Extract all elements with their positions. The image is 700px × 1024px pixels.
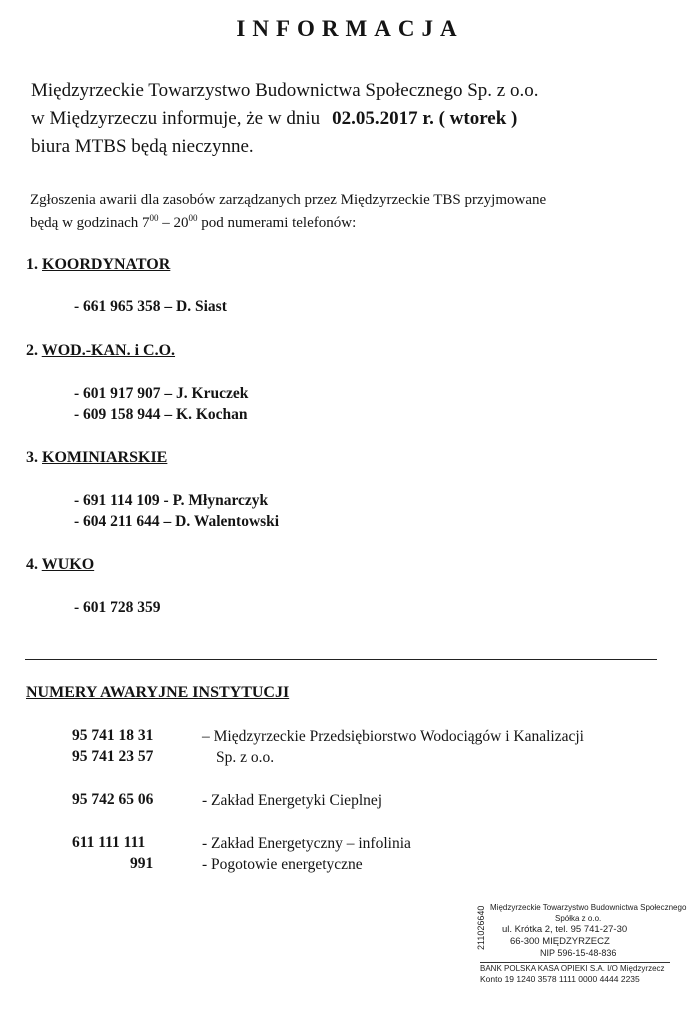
emergency-number: 991 bbox=[130, 855, 154, 872]
section-heading: KOMINIARSKIE bbox=[42, 449, 168, 466]
closure-date: 02.05.2017 r. ( wtorek ) bbox=[332, 108, 518, 129]
company-stamp bbox=[476, 902, 687, 992]
section-number: 2. bbox=[26, 342, 38, 359]
page-title: INFORMACJA bbox=[236, 16, 464, 41]
hour-superscript-start: 00 bbox=[149, 213, 159, 223]
emergency-number: 95 741 18 31 bbox=[72, 727, 154, 744]
stamp-line: Konto 19 1240 3578 1111 0000 4444 2235 bbox=[480, 974, 640, 984]
phone-entry: - 691 114 109 - P. Młynarczyk bbox=[74, 492, 269, 509]
section-heading: KOORDYNATOR bbox=[42, 256, 171, 273]
section-wuko bbox=[26, 556, 94, 574]
emergency-number: 95 741 23 57 bbox=[72, 748, 154, 765]
section-kominiarskie bbox=[26, 449, 167, 467]
notice-text-b: pod numerami telefonów: bbox=[197, 215, 357, 231]
emergency-number: 611 111 111 bbox=[72, 834, 146, 851]
section-number: 1. bbox=[26, 256, 38, 273]
stamp-line: NIP 596-15-48-836 bbox=[540, 948, 617, 958]
emergency-institution: - Zakład Energetyczny – infolinia bbox=[202, 835, 411, 852]
notice-line-1: Zgłoszenia awarii dla zasobów zarządzanych przez Międzyrzeckie TBS przyjmowane bbox=[30, 192, 547, 208]
emergency-institution: Sp. z o.o. bbox=[216, 749, 275, 766]
intro-line-3: biura MTBS będą nieczynne. bbox=[31, 136, 254, 157]
phone-entry: - 604 211 644 – D. Walentowski bbox=[74, 513, 280, 530]
divider-line bbox=[25, 659, 657, 660]
phone-entry: - 601 917 907 – J. Kruczek bbox=[74, 385, 249, 402]
notice-dash: – 20 bbox=[158, 215, 189, 231]
section-wod-kan bbox=[26, 342, 175, 360]
emergency-institution: - Zakład Energetyki Cieplnej bbox=[202, 792, 383, 809]
section-number: 3. bbox=[26, 449, 38, 466]
notice-line-2 bbox=[30, 213, 356, 232]
intro-line-2 bbox=[31, 108, 517, 130]
emergency-number: 95 742 65 06 bbox=[72, 791, 154, 808]
stamp-line: Międzyrzeckie Towarzystwo Budownictwa Społecznego bbox=[490, 903, 687, 912]
stamp-line: Spółka z o.o. bbox=[555, 914, 602, 923]
stamp-side-number: 211026640 bbox=[476, 905, 486, 950]
stamp-line: 66-300 MIĘDZYRZECZ bbox=[510, 936, 610, 947]
stamp-line: ul. Krótka 2, tel. 95 741-27-30 bbox=[502, 924, 628, 935]
intro-line-1: Międzyrzeckie Towarzystwo Budownictwa Społecznego Sp. z o.o. bbox=[31, 80, 539, 101]
intro-line-2-text: w Międzyrzeczu informuje, że w dniu bbox=[31, 108, 321, 129]
section-heading: WOD.-KAN. i C.O. bbox=[41, 342, 176, 359]
emergency-institution: - Pogotowie energetyczne bbox=[202, 856, 363, 873]
stamp-line: BANK POLSKA KASA OPIEKI S.A. I/O Międzyrzecz bbox=[480, 962, 670, 974]
hour-superscript-end: 00 bbox=[188, 213, 198, 223]
notice-text-a: będą w godzinach 7 bbox=[30, 215, 150, 231]
emergency-institution: – Międzyrzeckie Przedsiębiorstwo Wodociągów i Kanalizacji bbox=[202, 728, 584, 745]
phone-entry: - 609 158 944 – K. Kochan bbox=[74, 406, 248, 423]
phone-entry: - 661 965 358 – D. Siast bbox=[74, 298, 227, 315]
section-number: 4. bbox=[26, 556, 38, 573]
emergency-heading: NUMERY AWARYJNE INSTYTUCJI bbox=[26, 684, 290, 701]
phone-entry: - 601 728 359 bbox=[74, 599, 161, 616]
section-koordynator bbox=[26, 256, 170, 274]
section-heading: WUKO bbox=[41, 556, 95, 573]
